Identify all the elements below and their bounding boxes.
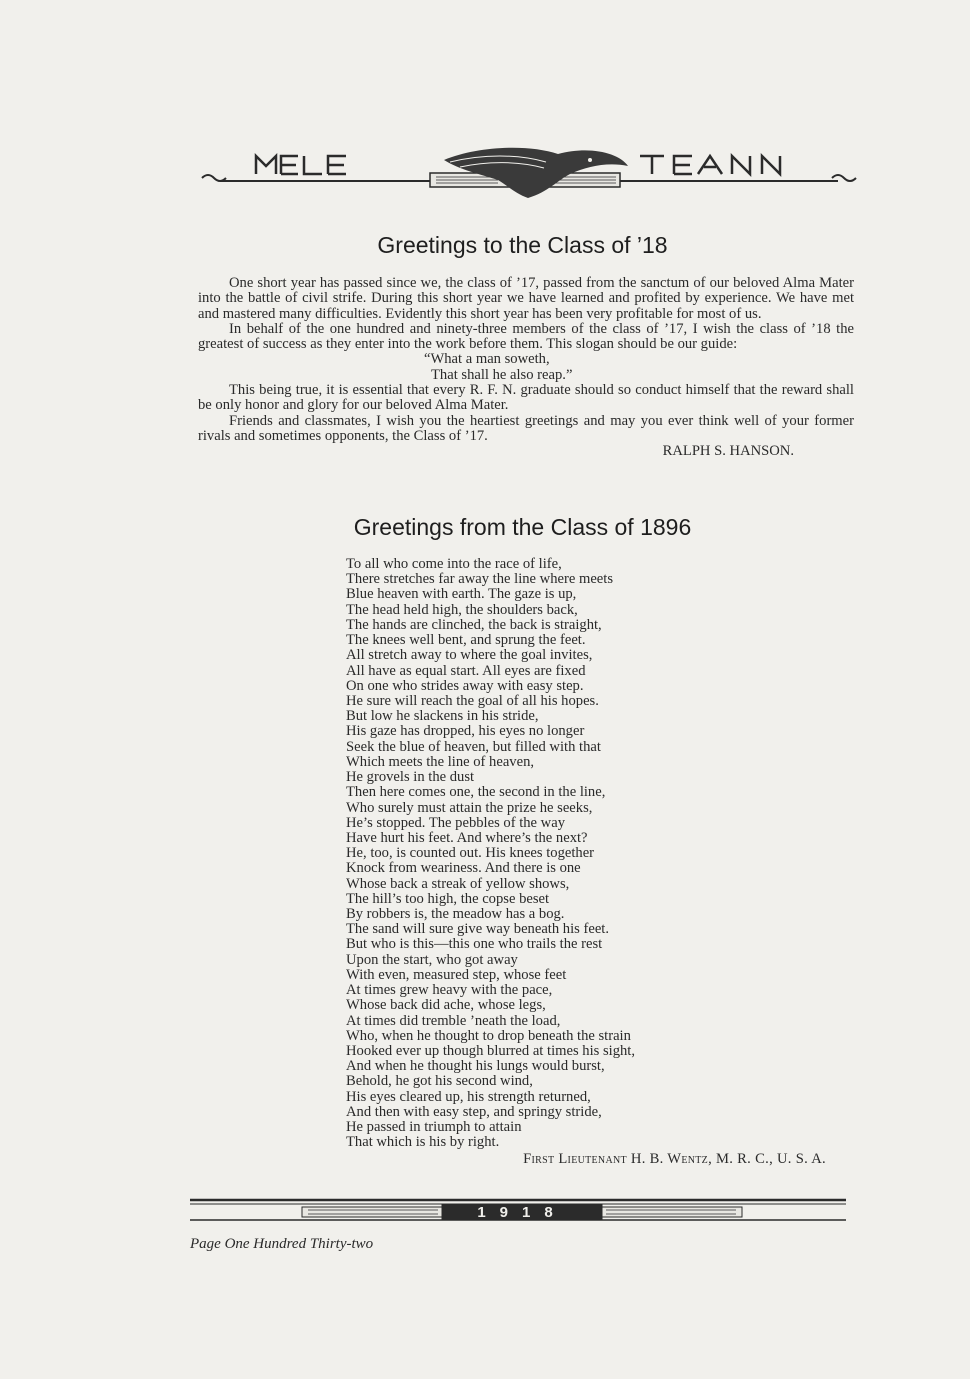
poem-line: All have as equal start. All eyes are fixed bbox=[346, 662, 586, 679]
poem-line: The hands are clinched, the back is straight, bbox=[346, 616, 602, 633]
poem-line: Then here comes one, the second in the line, bbox=[346, 784, 606, 801]
paragraph: One short year has passed since we, the class of ’17, passed from the sanctum of our beloved Alma Mater into the battle of civil strife. During this short year we have learned and profited by experience. We have met and mastered many difficulties. Evidently this short year has been very profitable for most of us. bbox=[198, 275, 854, 322]
poem-line: All stretch away to where the goal invites, bbox=[346, 647, 593, 664]
mele-tean-header-banner bbox=[198, 140, 858, 208]
poem-line: Whose back did ache, whose legs, bbox=[346, 997, 546, 1014]
poem-line: Have hurt his feet. And where’s the next? bbox=[346, 829, 588, 846]
quote-line: “What a man soweth, bbox=[424, 351, 550, 368]
poem-line: The sand will sure give way beneath his feet. bbox=[346, 921, 610, 938]
signature: RALPH S. HANSON. bbox=[662, 443, 794, 460]
poem-line: By robbers is, the meadow has a bog. bbox=[346, 906, 565, 923]
greeting-letter bbox=[198, 276, 854, 460]
paragraph: In behalf of the one hundred and ninety-three members of the class of ’17, I wish the class of ’18 the greatest of success as they enter into the work before them. This slogan should be our guide: bbox=[198, 320, 854, 353]
poem-line: That which is his by right. bbox=[346, 1134, 500, 1151]
year-emblem-text: 1918 bbox=[477, 1204, 567, 1221]
poem-signature: First Lieutenant H. B. Wentz, M. R. C., U. S. A. bbox=[523, 1151, 826, 1167]
poem-line: At times grew heavy with the pace, bbox=[346, 982, 553, 999]
poem-line: He, too, is counted out. His knees together bbox=[346, 845, 595, 862]
mele-lettering bbox=[256, 156, 346, 174]
poem-line: His eyes cleared up, his strength returned, bbox=[346, 1088, 591, 1105]
poem-line: He’s stopped. The pebbles of the way bbox=[346, 814, 565, 831]
poem-line: And when he thought his lungs would burst, bbox=[346, 1058, 605, 1075]
poem-line: And then with easy step, and springy stride, bbox=[346, 1103, 602, 1120]
poem-line: He sure will reach the goal of all his hopes. bbox=[346, 692, 599, 709]
year-footer-banner bbox=[190, 1196, 850, 1228]
poem-line: On one who strides away with easy step. bbox=[346, 677, 584, 694]
tean-lettering bbox=[640, 156, 780, 174]
page-number: Page One Hundred Thirty-two bbox=[190, 1236, 374, 1252]
poem-line: The head held high, the shoulders back, bbox=[346, 601, 578, 618]
poem-line: His gaze has dropped, his eyes no longer bbox=[346, 723, 585, 740]
poem-line: Hooked ever up though blurred at times his sight, bbox=[346, 1043, 635, 1059]
poem-line: There stretches far away the line where meets bbox=[346, 571, 614, 588]
poem-line: Blue heaven with earth. The gaze is up, bbox=[346, 586, 577, 603]
poem-line: Seek the blue of heaven, but filled with that bbox=[346, 738, 601, 755]
poem-line: Upon the start, who got away bbox=[346, 951, 518, 968]
poem-line: Who surely must attain the prize he seeks, bbox=[346, 799, 593, 816]
poem bbox=[346, 557, 826, 1151]
poem-line: At times did tremble ’neath the load, bbox=[346, 1012, 561, 1029]
section-title-class-of-1896: Greetings from the Class of 1896 bbox=[353, 514, 692, 540]
poem-line: With even, measured step, whose feet bbox=[346, 966, 567, 983]
poem-line: Knock from weariness. And there is one bbox=[346, 860, 581, 877]
quote-line: That shall he also reap.” bbox=[431, 366, 573, 383]
poem-line: He passed in triumph to attain bbox=[346, 1119, 522, 1136]
poem-line: Behold, he got his second wind, bbox=[346, 1073, 533, 1090]
poem-line: He grovels in the dust bbox=[346, 769, 475, 786]
poem-line: Which meets the line of heaven, bbox=[346, 753, 535, 770]
poem-line: But who is this—this one who trails the rest bbox=[346, 936, 603, 953]
poem-line: Who, when he thought to drop beneath the strain bbox=[346, 1027, 631, 1044]
section-title-class-of-18: Greetings to the Class of ’18 bbox=[377, 232, 668, 258]
poem-line: The knees well bent, and sprung the feet. bbox=[346, 632, 586, 649]
paragraph: Friends and classmates, I wish you the heartiest greetings and may you ever think well of your former rivals and sometimes opponents, the Class of ’17. bbox=[198, 412, 854, 444]
poem-line: To all who come into the race of life, bbox=[346, 556, 562, 572]
paragraph: This being true, it is essential that every R. F. N. graduate should so conduct himself that the reward shall be only honor and glory for our beloved Alma Mater. bbox=[198, 382, 854, 414]
poem-line: But low he slackens in his stride, bbox=[346, 708, 539, 725]
poem-line: The hill’s too high, the copse beset bbox=[346, 890, 550, 907]
poem-line: Whose back a streak of yellow shows, bbox=[346, 875, 570, 892]
